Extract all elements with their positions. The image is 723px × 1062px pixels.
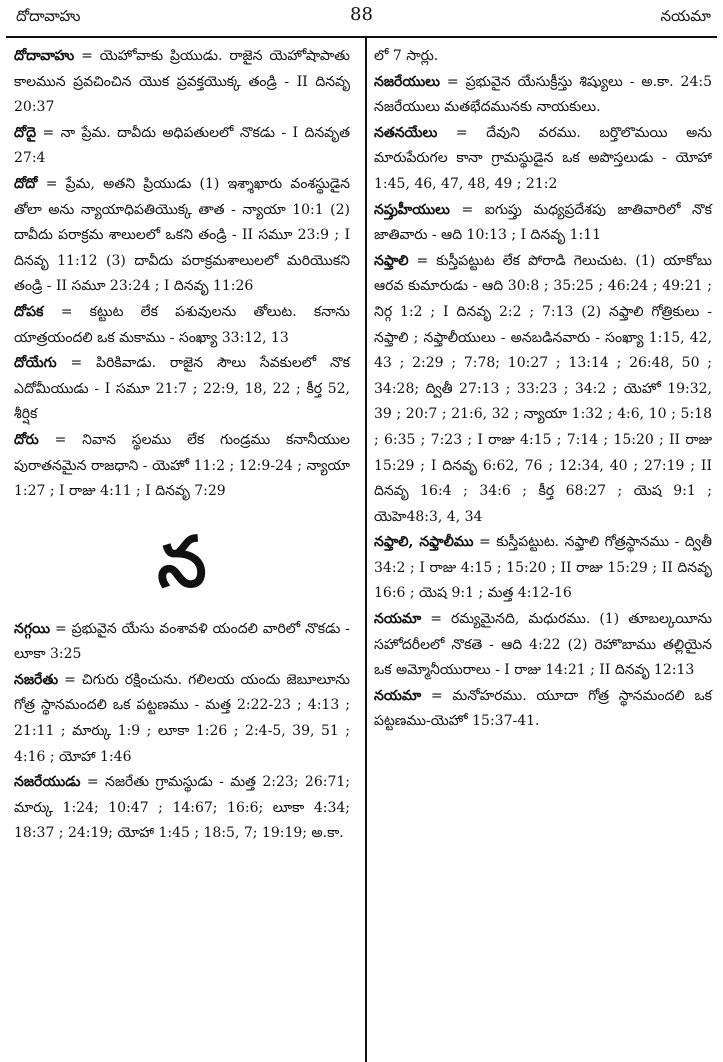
entry-headword: దోదావాహు <box>14 48 75 64</box>
column-divider <box>365 38 367 1062</box>
dictionary-entry <box>14 121 350 172</box>
right-column <box>374 44 712 735</box>
entry-definition: = నజరేతు గ్రామస్థుడు - మత్త 2:23; 26:71; మార్కు 1:24; 10:47 ; 14:67; 16:6; లూకా 4:34; 18:37 ; 24:19; యోహా 1:45 ; 18:5, 7; 19:19; అ.కా. <box>14 774 350 842</box>
entry-definition: = పిరికివాడు. రాజైన సౌలు సేవకులలో నొక ఎదోమీయుడు - I సమూ 21:7 ; 22:9, 18, 22 ; కీర్త 52, శీర్షిక <box>14 355 350 423</box>
header-first-word: దోదావాహు <box>16 7 81 25</box>
entry-headword: నయమా <box>374 611 422 628</box>
letter-heading: న <box>157 520 207 603</box>
entry-headword: నతనయేలు <box>374 124 438 141</box>
dictionary-entry <box>374 684 712 735</box>
entry-headword: నగ్గయి <box>14 620 50 637</box>
dictionary-entry <box>374 530 712 607</box>
entry-definition: = చిగురు రక్షించును. గలిలయ యందు జెబూలూను గోత్ర స్థానమందలి ఒక పట్టణము - మత్త 2:22-23 ; 4:13 ; 21:11 ; మార్కు 1:9 ; లూకా 1:26 ; 2:4-5, 39, 51 ; 4:16 ; యోహా 1:46 <box>14 671 350 765</box>
entry-definition: = దేవుని వరము. బర్తొలొమయి అను మారుపేరుగల కానా గ్రామస్థుడైన ఒక అపొస్తలుడు - యోహా 1:45, 46, 47, 48, 49 ; 21:2 <box>374 124 712 192</box>
left-column <box>14 44 350 847</box>
dictionary-entry <box>14 617 350 668</box>
entry-headword: దోరు <box>14 431 39 448</box>
dictionary-entry <box>14 172 350 300</box>
entry-headword: దోపక <box>14 303 44 320</box>
entry-definition: = కట్టుట లేక పశువులను తోలుట. కనాను యాత్రయందలి ఒక మకాము - సంఖ్యా 33:12, 13 <box>14 303 350 346</box>
entry-definition: = ప్రభువైన యేసుక్రీస్తు శిష్యులు - అ.కా. 24:5 నజరేయులు మతభేదమునకు నాయకులు. <box>374 73 712 116</box>
left-entries-bottom <box>14 617 350 847</box>
entry-headword: నజరేయులు <box>374 73 440 90</box>
entry-definition: = రమ్యమైనది, మధురము. (1) తూబల్కయీను సహోదరీలలో నొకతె - ఆది 4:22 (2) రెహొబాము తల్లియైన ఒక అమ్మోనీయురాలు - I రాజు 14:21 ; II దినవృ 12:13 <box>374 611 712 679</box>
entry-definition: = ప్రేమ, అతని ప్రియుడు (1) ఇశ్శాఖారు వంశస్థుడైన తోలా అను న్యాయాధిపతియొక్క తాత - న్యాయా 10:1 (2) దావీదు పరాక్రమ శాలులలో ఒకని తండ్రి - II సమూ 23:9 ; I దినవృ 11:12 (3) దావీదు పరాక్రమశాలులలో మరియొకని తండ్రి - II సమూ 23:24 ; I దినవృ 11:26 <box>14 175 350 295</box>
entry-definition: = యెహోవాకు ప్రియుడు. రాజైన యెహోషాపాతు కాలమున ప్రవచించిన యొక ప్రవక్తయొక్క తండ్రి - II దినవృ 20:37 <box>14 48 350 116</box>
entry-headword: నఫ్తాలి, నఫ్తాలీము <box>374 534 474 551</box>
dictionary-entry <box>14 770 350 847</box>
right-entries <box>374 44 712 735</box>
dictionary-entry <box>374 607 712 684</box>
page-header <box>6 0 717 38</box>
entry-headword: దోదై <box>14 124 37 141</box>
dictionary-entry <box>374 70 712 121</box>
dictionary-entry <box>14 351 350 428</box>
entry-definition: = కుస్తీపట్టుట. నఫ్తాలి గోత్రస్థానము - ద్వితీ 34:2 ; I రాజు 4:15 ; 15:20 ; II రాజు 15:29 ; II దినవృ 16:6 ; యెష 9:1 ; మత్త 4:12-16 <box>374 534 712 602</box>
entry-headword: దోయేగు <box>14 355 57 372</box>
entry-definition: = ఐగుప్తు మధ్యప్రదేశపు జాతివారిలో నొక జాతివారు - ఆది 10:13 ; I దినవృ 1:11 <box>374 201 712 244</box>
entry-definition: = నివాన స్థలము లేక గుండ్రము కనానీయుల పురాతనమైన రాజధాని - యెహో 11:2 ; 12:9-24 ; న్యాయా 1:27 ; I రాజు 4:11 ; I దినవృ 7:29 <box>14 431 350 500</box>
entry-definition: లో 7 సార్లు. <box>374 48 439 64</box>
dictionary-entry <box>14 300 350 351</box>
entry-definition: = మనోహరము. యూదా గోత్ర స్థానమందలి ఒక పట్టణము-యెహో 15:37-41. <box>374 687 712 730</box>
dictionary-entry <box>374 198 712 249</box>
entry-definition: = ప్రభువైన యేసు వంశావళి యందలి వారిలో నొకడు - లూకా 3:25 <box>14 620 350 663</box>
entry-headword: నయమా <box>374 687 422 704</box>
dictionary-entry <box>14 428 350 505</box>
entry-headword: నఫ్తాలి <box>374 252 409 269</box>
dictionary-entry <box>374 44 712 70</box>
entry-definition: = నా ప్రేమ. దావీదు అధిపతులలో నొకడు - I దినవృత 27:4 <box>14 124 350 167</box>
dictionary-entry <box>14 668 350 770</box>
header-last-word: నయమా <box>660 7 711 25</box>
page-number: 88 <box>350 4 373 25</box>
left-entries-top <box>14 44 350 505</box>
dictionary-entry <box>374 249 712 531</box>
entry-definition: = కుస్తీపట్టుట లేక పోరాడి గెలుచుట. (1) యాకోబు ఆరవ కుమారుడు - ఆది 30:8 ; 35:25 ; 46:24 ; 49:21 ; నిర్గ 1:2 ; I దినవృ 2:2 ; 7:13 (2) నఫ్తాలి గోత్రికులు - నఫ్తాలి ; నఫ్తాలీయులు - అనబడినవారు - సంఖ్యా 1:15, 42, 43 ; 2:29 ; 7:78; 10:27 ; 13:14 ; 26:48, 50 ; 34:28; ద్వితీ 27:13 ; 33:23 ; 34:2 ; యెహో 19:32, 39 ; 20:7 ; 21:6, 32 ; న్యాయా 1:32 ; 4:6, 10 ; 5:18 ; 6:35 ; 7:23 ; I రాజు 4:15 ; 7:14 ; 15:20 ; II రాజు 15:29 ; I దినవృ 6:62, 76 ; 12:34, 40 ; 27:19 ; II దినవృ 16:4 ; 34:6 ; కీర్త 68:27 ; యెష 9:1 ; యెహె48:3, 4, 34 <box>374 252 712 525</box>
entry-headword: నప్తుహీయులు <box>374 201 450 218</box>
entry-headword: దోదో <box>14 175 38 192</box>
entry-headword: నజరేతు <box>14 671 59 688</box>
dictionary-entry <box>14 44 350 121</box>
entry-headword: నజరేయుడు <box>14 774 81 791</box>
dictionary-entry <box>374 121 712 198</box>
